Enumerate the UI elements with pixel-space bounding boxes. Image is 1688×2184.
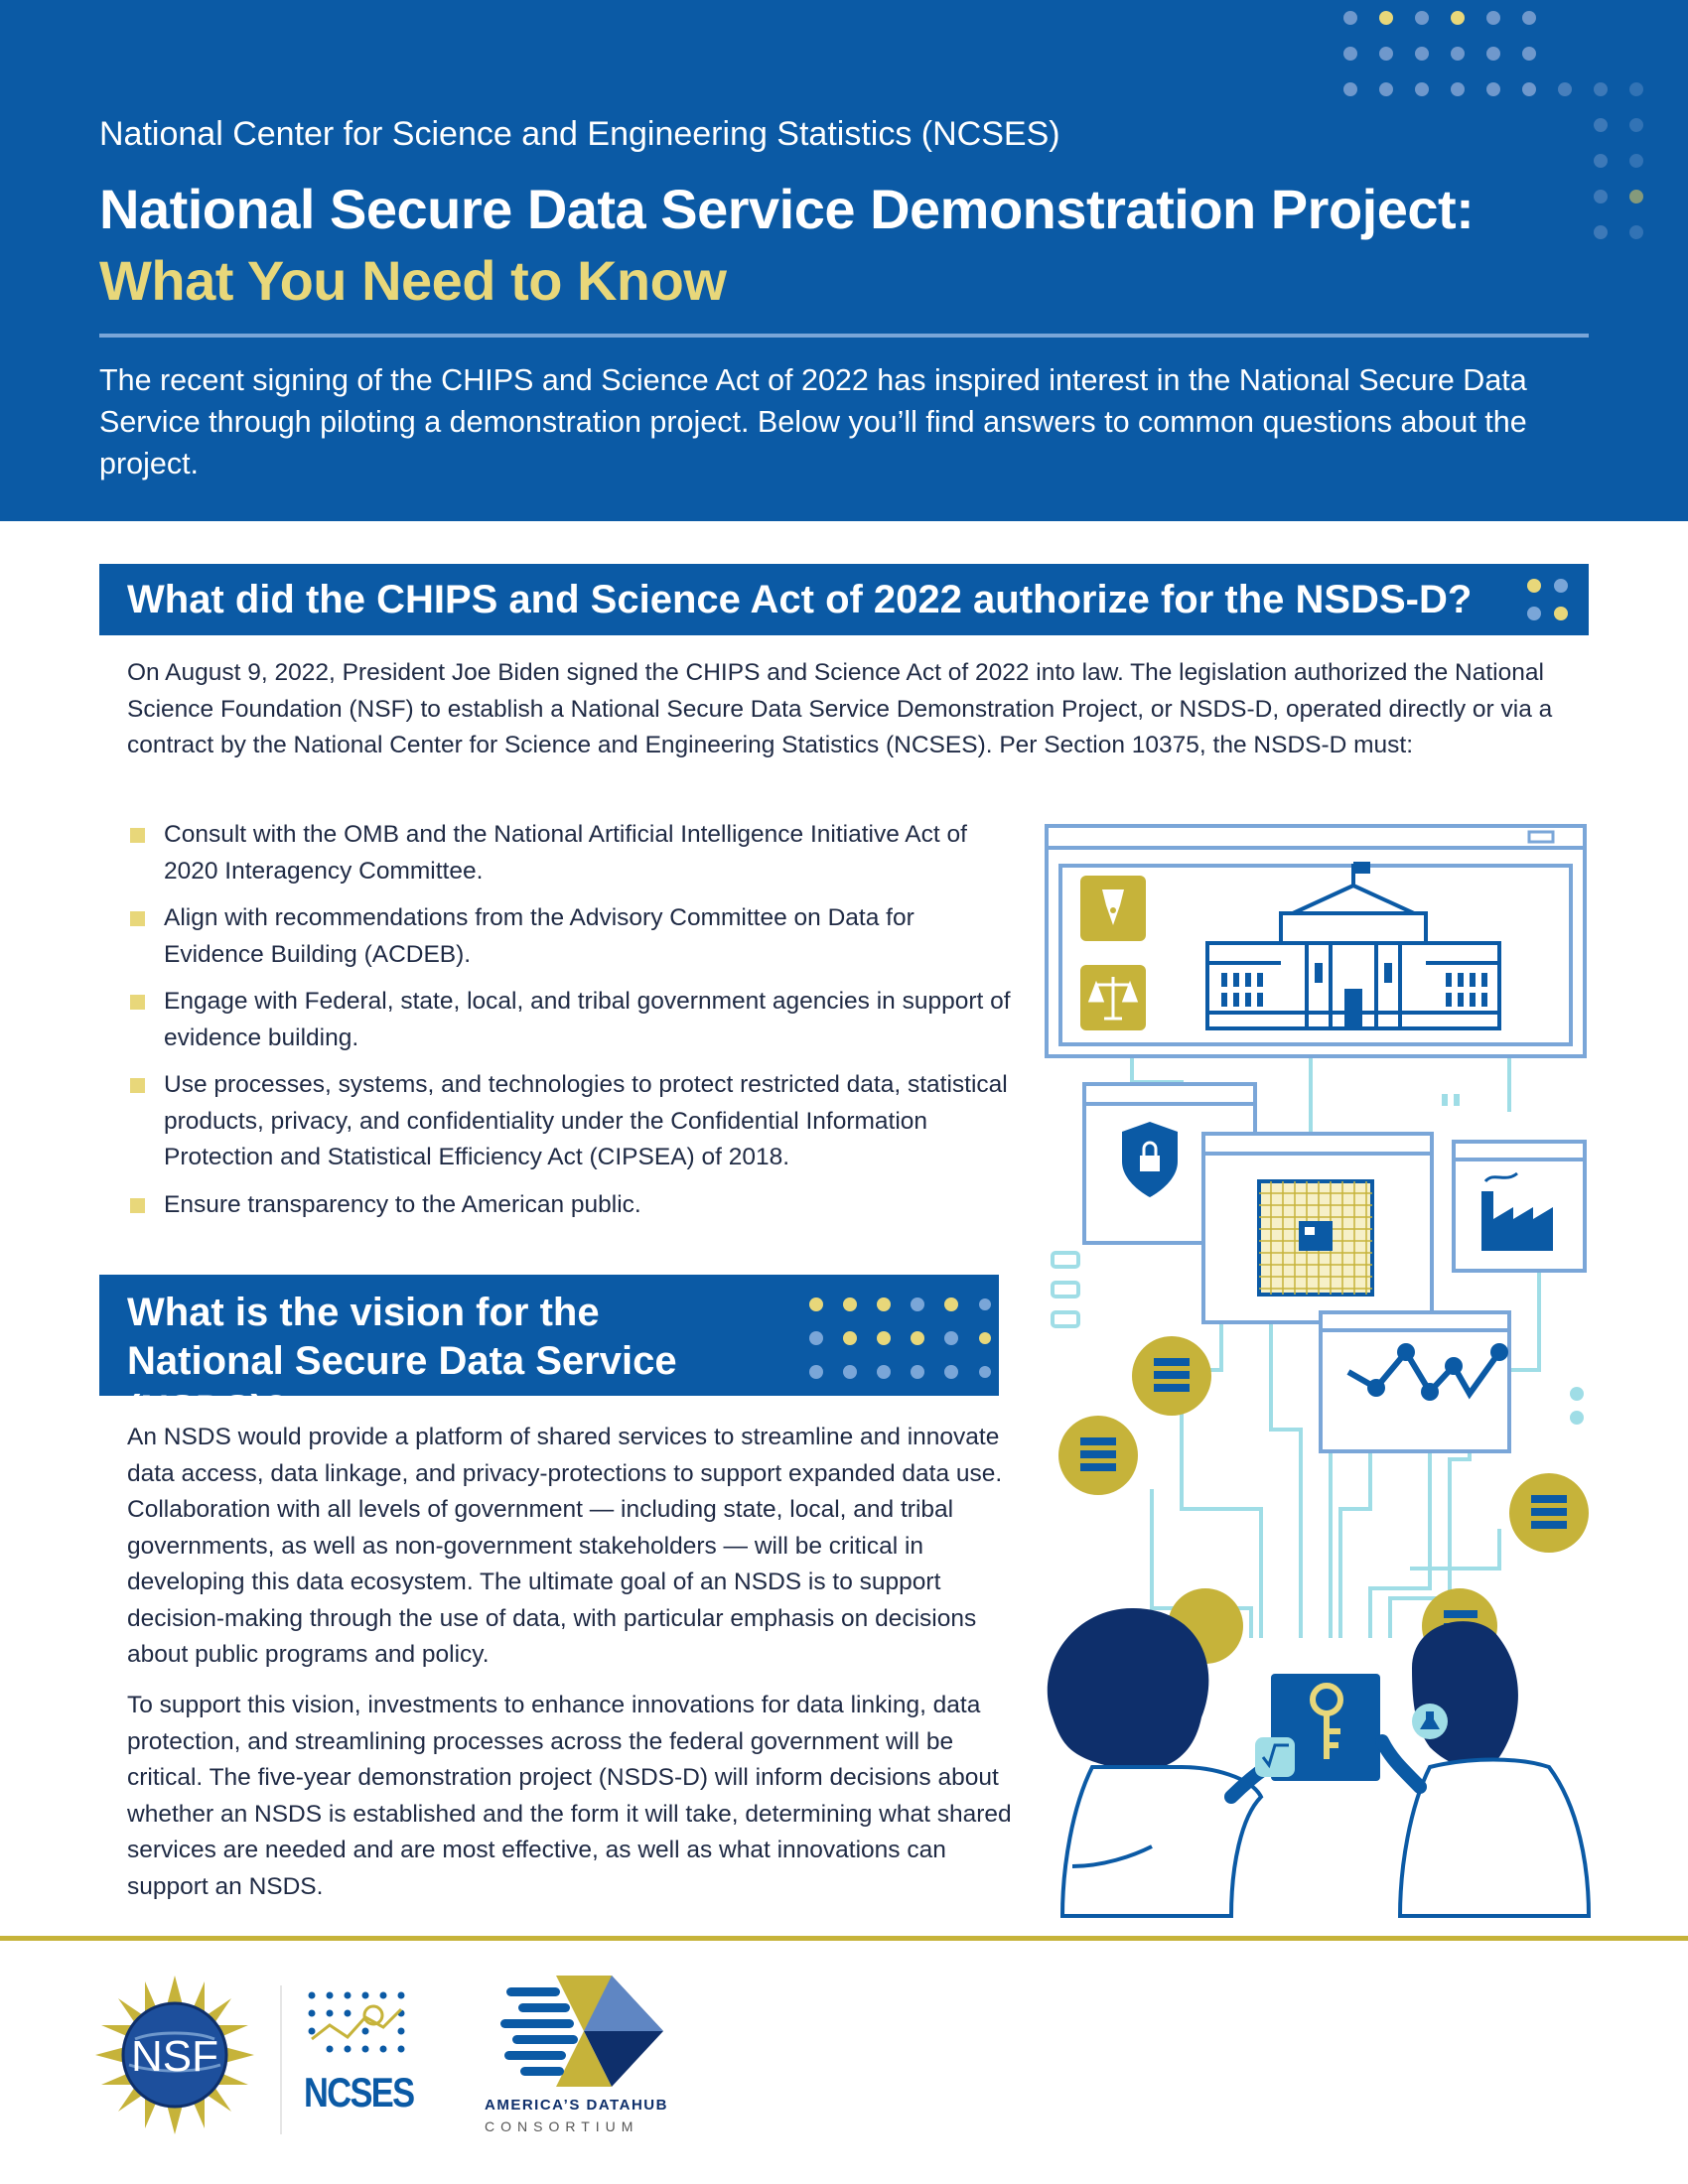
bullet-square-icon	[130, 1078, 145, 1093]
organization-name: National Center for Science and Engineering Statistics (NCSES)	[99, 115, 1060, 153]
list-item: Ensure transparency to the American public.	[127, 1187, 1021, 1224]
ncses-logo-text: NCSES	[304, 2069, 414, 2116]
section2-paragraph2: To support this vision, investments to enhance innovations for data linking, data protection, and streamlining processes across the federal government will be critical. The five-year demonstration project (NSDS-D) will inform decisions about whether an NSDS is established and the form it will take, determining what shared services are needed and are most effective, as well as what innovations can support an NSDS.	[127, 1692, 1012, 1900]
intro-paragraph: The recent signing of the CHIPS and Science Act of 2022 has inspired interest in the National Secure Data Service through piloting a demonstration project. Below you’ll find answers to common questions about the project.	[99, 363, 1527, 480]
header-divider	[99, 334, 1589, 338]
analytics-window	[1321, 1312, 1509, 1451]
list-item: Use processes, systems, and technologies to protect restricted data, statistical products, privacy, and confidentiality under the Confidential Information Protection and Statistical Efficiency Act (CIPSEA) of 2018.	[127, 1067, 1021, 1176]
industry-window	[1454, 1142, 1585, 1271]
bullet-square-icon	[130, 995, 145, 1010]
person-left-illustration	[1048, 1608, 1295, 1916]
data-ecosystem-illustration	[1033, 814, 1609, 1936]
sqrt-icon	[1255, 1737, 1295, 1777]
bullet-square-icon	[130, 911, 145, 926]
list-item: Align with recommendations from the Advisory Committee on Data for Evidence Building (ACDEB).	[127, 900, 1021, 973]
datahub-logo-text: AMERICA’S DATAHUB	[485, 2097, 668, 2114]
government-window	[1047, 826, 1585, 1056]
datahub-logo-mark	[496, 1976, 671, 2087]
section2-paragraph1: An NSDS would provide a platform of shared services to streamline and innovate data access, data linkage, and privacy-protections to support expanded data use. Collaboration with all levels of government — including state, local, and tribal governments, as well as non-government stakeholders — will be critical in developing this data ecosystem. The ultimate goal of an NSDS is to support decision-making through the use of data, with particular emphasis on decisions about public programs and policy.	[127, 1424, 1003, 1668]
bullet-square-icon	[130, 828, 145, 843]
page-title: National Secure Data Service Demonstration Project:	[99, 178, 1475, 240]
person-right-illustration	[1382, 1621, 1589, 1916]
bullet-square-icon	[130, 1198, 145, 1213]
ncses-logo-mark	[304, 1987, 413, 2057]
page-subtitle: What You Need to Know	[99, 249, 727, 312]
section1-paragraph: On August 9, 2022, President Joe Biden signed the CHIPS and Science Act of 2022 into law. The legislation authorized the National Science Foundation (NSF) to establish a National Secure Data Service Demonstration Project, or NSDS-D, operated directly or via a contract by the National Center for Science and Engineering Statistics (NCSES). Per Section 10375, the NSDS-D must:	[127, 659, 1553, 758]
footer-divider	[0, 1936, 1688, 1941]
section1-heading: What did the CHIPS and Science Act of 2022 authorize for the NSDS-D?	[127, 578, 1473, 621]
section2-heading: What is the vision for the National Secure Data Service (NSDS)?	[127, 1291, 677, 1432]
section1-heading-bar	[99, 564, 1589, 635]
heading-dots-icon	[1519, 572, 1579, 627]
datahub-logo-subtext: CONSORTIUM	[485, 2118, 639, 2134]
processing-window	[1203, 1134, 1432, 1322]
heading-dots-icon	[802, 1291, 991, 1386]
list-item: Consult with the OMB and the National Artificial Intelligence Initiative Act of 2020 Interagency Committee.	[127, 817, 1021, 889]
nsf-logo	[95, 1976, 254, 2134]
requirements-list	[127, 817, 1021, 1234]
section2-heading-bar	[99, 1275, 999, 1432]
list-item: Engage with Federal, state, local, and tribal government agencies in support of evidence building.	[127, 984, 1021, 1056]
nsf-logo-text: NSF	[131, 2032, 218, 2081]
logo-separator	[280, 1985, 282, 2134]
